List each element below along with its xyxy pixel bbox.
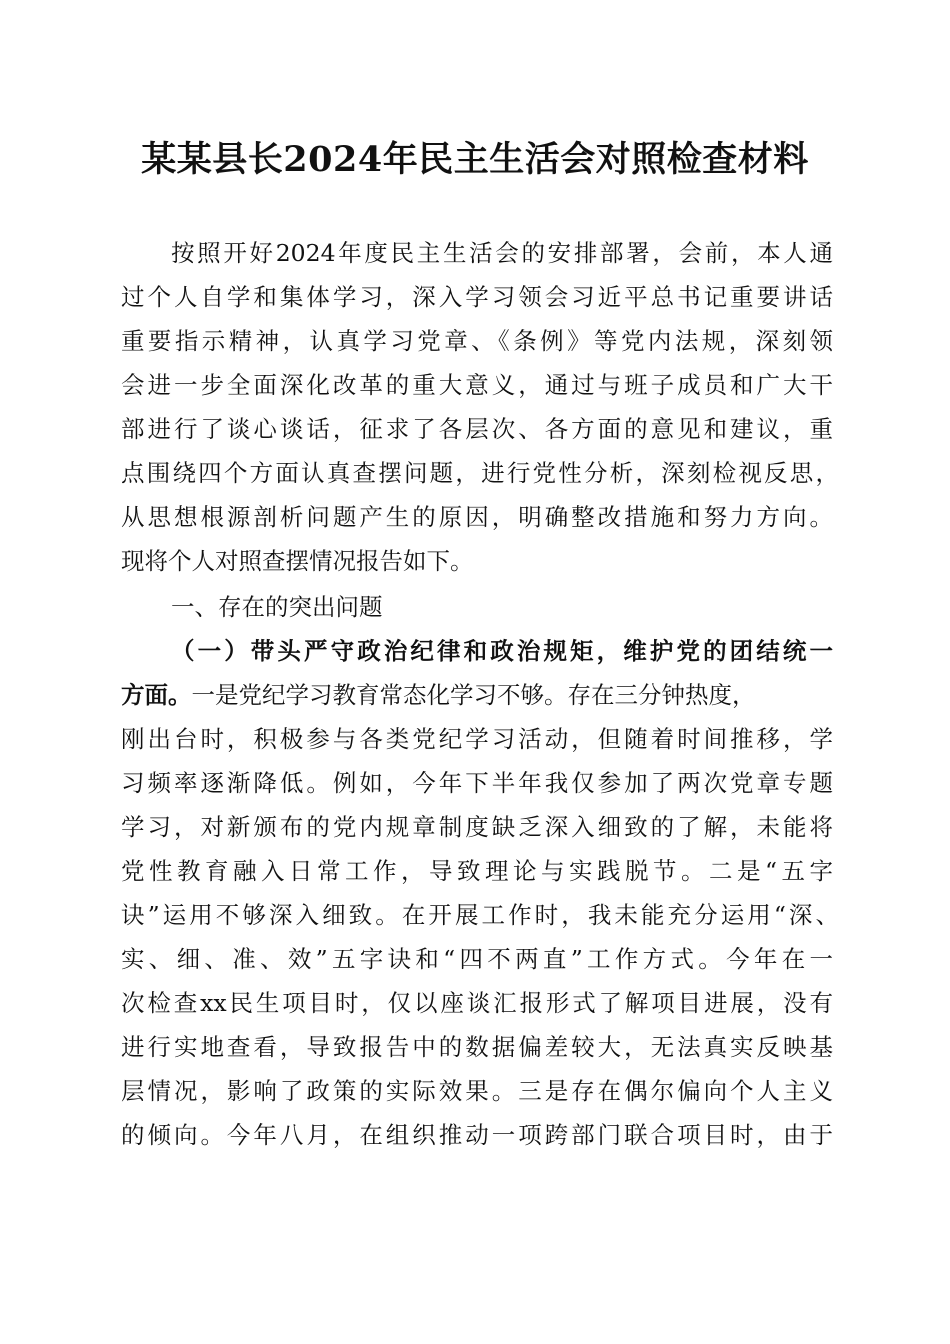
- intro-line: 过个人自学和集体学习，深入学习领会习近平总书记重要讲话: [121, 283, 833, 311]
- body-line: 刚出台时，积极参与各类党纪学习活动，但随着时间推移，学: [121, 725, 833, 753]
- body-line: 诀”运用不够深入细致。在开展工作时，我未能充分运用“深、: [121, 901, 839, 929]
- body-line: 学习，对新颁布的党内规章制度缺乏深入细致的了解，未能将: [121, 813, 833, 841]
- body-line: 的倾向。今年八月，在组织推动一项跨部门联合项目时，由于: [121, 1121, 833, 1149]
- intro-line: 会进一步全面深化改革的重大意义，通过与班子成员和广大干: [121, 371, 833, 399]
- document-title: 某某县长2024年民主生活会对照检查材料: [141, 139, 809, 180]
- section-heading: 一、存在的突出问题: [171, 593, 383, 621]
- intro-line: 按照开好2024年度民主生活会的安排部署，会前，本人通: [171, 239, 833, 267]
- body-line: 次检查xx民生项目时，仅以座谈汇报形式了解项目进展，没有: [121, 989, 833, 1017]
- body-line: 党性教育融入日常工作，导致理论与实践脱节。二是“五字: [121, 857, 833, 885]
- sub-heading: （一）带头严守政治纪律和政治规矩，维护党的团结统一: [171, 637, 833, 665]
- intro-line: 重要指示精神，认真学习党章、《条例》等党内法规，深刻领: [121, 327, 833, 355]
- body-line: 实、细、准、效”五字诀和“四不两直”工作方式。今年在一: [121, 945, 833, 973]
- body-line-first: [121, 680, 833, 710]
- intro-line: 从思想根源剖析问题产生的原因，明确整改措施和努力方向。: [121, 503, 833, 531]
- body-line: 层情况，影响了政策的实际效果。三是存在偶尔偏向个人主义: [121, 1077, 833, 1105]
- sub-heading-end: 方面。: [121, 681, 192, 709]
- body-line: 进行实地查看，导致报告中的数据偏差较大，无法真实反映基: [121, 1033, 833, 1061]
- body-line: 习频率逐渐降低。例如，今年下半年我仅参加了两次党章专题: [121, 769, 833, 797]
- intro-line: 点围绕四个方面认真查摆问题，进行党性分析，深刻检视反思，: [121, 459, 839, 487]
- intro-line: 部进行了谈心谈话，征求了各层次、各方面的意见和建议，重: [121, 415, 833, 443]
- body-text: 一是党纪学习教育常态化学习不够。存在三分钟热度，: [191, 681, 756, 709]
- intro-line: 现将个人对照查摆情况报告如下。: [121, 547, 474, 575]
